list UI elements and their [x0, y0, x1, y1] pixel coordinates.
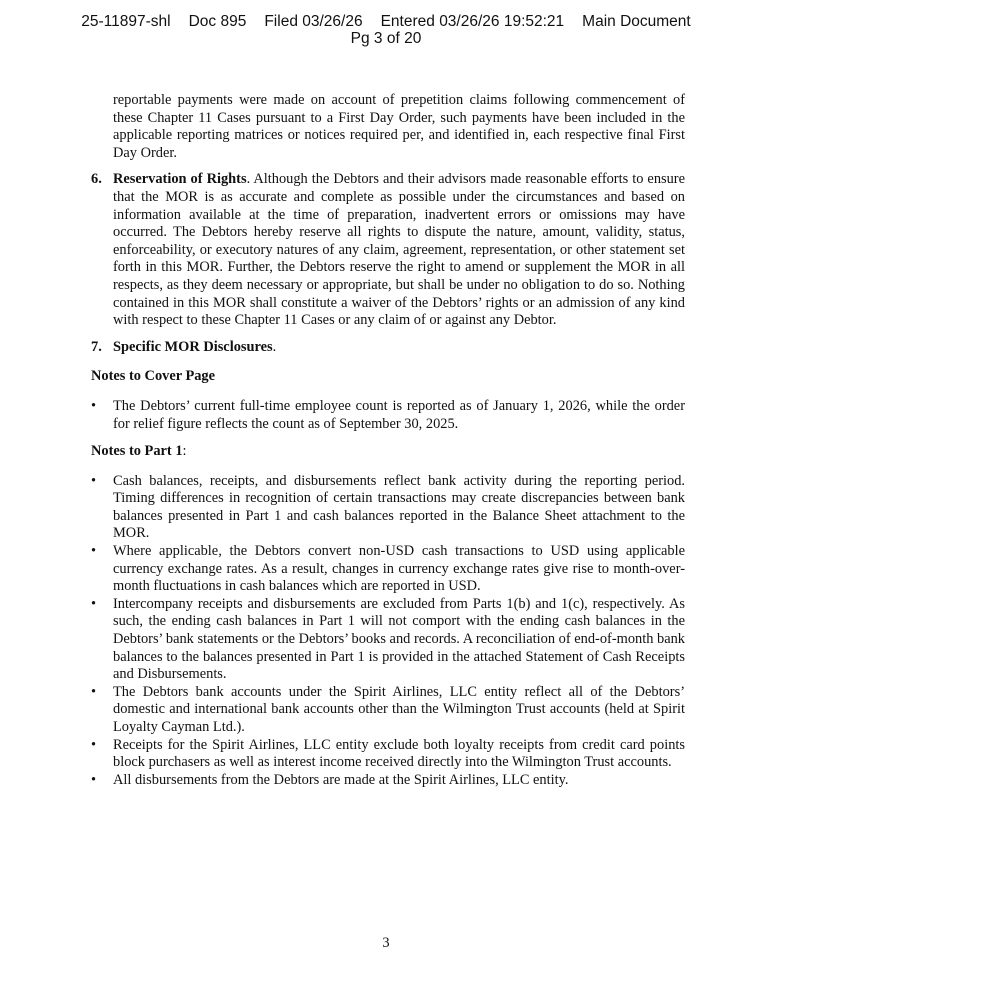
entered-date: Entered 03/26/26 19:52:21 [380, 13, 565, 30]
section-7-number: 7. [91, 338, 102, 355]
list-item [91, 772, 685, 790]
section-7-suffix: . [272, 338, 277, 355]
list-item-text: The Debtors’ current full-time employee count is reported as of January 1, 2026, while the order for relief figure reflects the count as of September 30, 2025. [113, 397, 685, 432]
cover-page-notes-list [91, 398, 685, 433]
list-item-text: All disbursements from the Debtors are made at the Spirit Airlines, LLC entity. [113, 771, 569, 788]
list-item-text: The Debtors bank accounts under the Spirit Airlines, LLC entity reflect all of the Debtors’ domestic and international bank accounts other than the Wilmington Trust accounts (held at Spirit Loyalty Cayman Ltd.). [113, 683, 685, 735]
part-1-notes-heading [91, 443, 685, 461]
docket-number: Doc 895 [188, 13, 247, 30]
list-item-text: Cash balances, receipts, and disbursements reflect bank activity during the reporting period. Timing differences in recognition of certain transactions may create discrepancies between bank balances presented in Part 1 and cash balances reported in the Balance Sheet attachment to the MOR. [113, 472, 685, 542]
case-number: 25-11897-shl [81, 13, 171, 30]
section-6-body: . Although the Debtors and their advisors made reasonable efforts to ensure that the MOR is as accurate and complete as possible under the circumstances and based on information available at the time of preparation, inadvertent errors or omissions may have occurred. The Debtors hereby reserve all rights to dispute the nature, amount, validity, status, enforceability, or executory natures of any claim, agreement, representation, or other statement set forth in this MOR. Further, the Debtors reserve the right to amend or supplement the MOR in all respects, as they deem necessary or appropriate, but shall be under no obligation to do so. Nothing contained in this MOR shall constitute a waiver of the Debtors’ rights or an admission of any kind with respect to these Chapter 11 Cases or any claim of or against any Debtor. [113, 171, 685, 329]
bullet-icon: • [91, 683, 97, 700]
bullet-icon: • [91, 472, 97, 489]
bullet-icon: • [91, 397, 97, 414]
filed-date: Filed 03/26/26 [264, 13, 363, 30]
section-7-specific-disclosures [91, 339, 685, 357]
intro-paragraph: reportable payments were made on account of prepetition claims following commencement of these Chapter 11 Cases pursuant to a First Day Order, such payments have been included in the applicable reporting matrices or notices required per, and identified in, each respective final First Day Order. [113, 92, 685, 161]
section-7-heading: Specific MOR Disclosures [113, 338, 273, 355]
bullet-icon: • [91, 771, 97, 788]
section-6-reservation-of-rights [91, 171, 685, 329]
list-item [91, 684, 685, 737]
list-item [91, 543, 685, 596]
list-item [91, 737, 685, 772]
page-number: 3 [382, 935, 390, 951]
bullet-icon: • [91, 543, 97, 560]
court-filing-header [0, 13, 772, 47]
part-1-notes-heading-suffix: : [182, 443, 187, 460]
list-item-text: Receipts for the Spirit Airlines, LLC entity exclude both loyalty receipts from credit card points block purchasers as well as interest income received directly into the Wilmington Trust accounts. [113, 736, 685, 771]
header-line-1 [0, 13, 772, 30]
document-body [91, 92, 685, 799]
section-6-number: 6. [91, 171, 102, 188]
section-6-heading: Reservation of Rights [113, 171, 247, 188]
bullet-icon: • [91, 595, 97, 612]
list-item [91, 473, 685, 543]
list-item-text: Where applicable, the Debtors convert non-USD cash transactions to USD using applicable currency exchange rates. As a result, changes in currency exchange rates give rise to month-over-month fluctuations in cash balances which are reported in USD. [113, 543, 685, 595]
cover-page-notes-heading: Notes to Cover Page [91, 368, 216, 385]
list-item [91, 596, 685, 684]
page-of-total: Pg 3 of 20 [350, 30, 422, 47]
document-type: Main Document [582, 13, 691, 30]
part-1-notes-list [91, 473, 685, 790]
list-item-text: Intercompany receipts and disbursements are excluded from Parts 1(b) and 1(c), respectively. As such, the ending cash balances in Part 1 will not comport with the ending cash balances in the Debtors’ bank statements or the Debtors’ books and records. A reconciliation of end-of-month bank balances to the balances presented in Part 1 is provided in the attached Statement of Cash Receipts and Disbursements. [113, 595, 685, 683]
part-1-notes-heading-text: Notes to Part 1 [91, 443, 183, 460]
bullet-icon: • [91, 736, 97, 753]
list-item [91, 398, 685, 433]
